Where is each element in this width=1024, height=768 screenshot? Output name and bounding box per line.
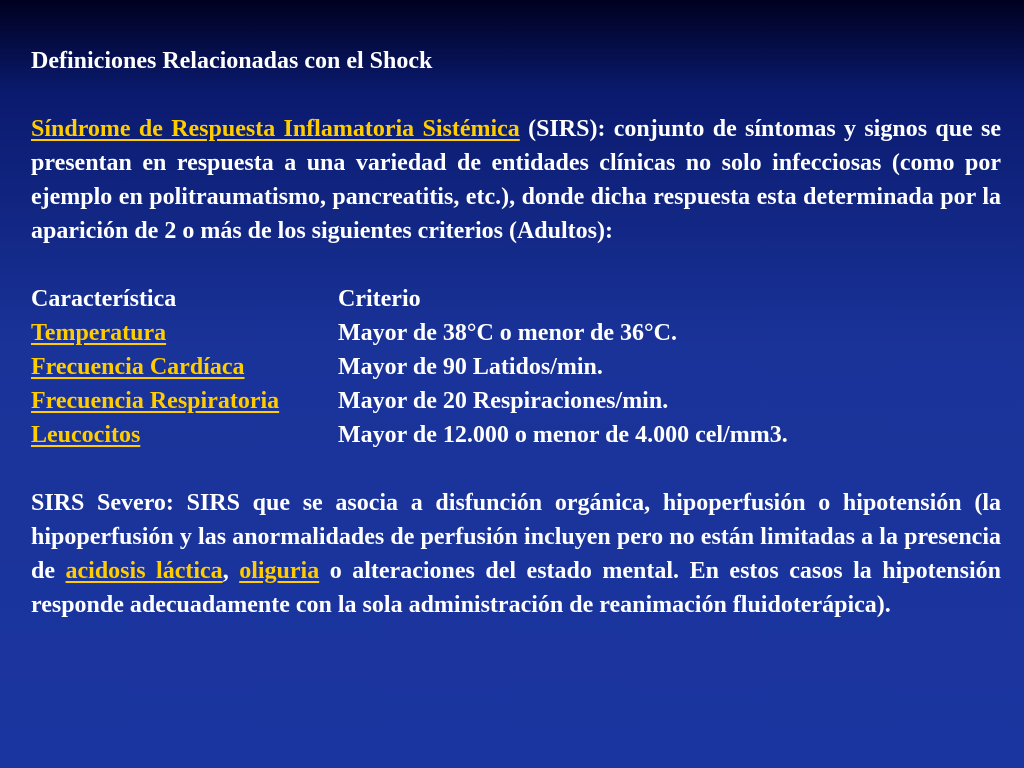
criteria-header-feature: Característica [31, 286, 177, 312]
feature-link-temperatura[interactable]: Temperatura [31, 320, 167, 346]
sirs-definition-text: (SIRS): conjunto de síntomas y signos que se presentan en respuesta a una variedad de entidades clínicas no solo infecciosas (como por ejemplo en politraumatismo, pancreatitis, etc.), donde dicha respuesta esta determinada por la aparición de 2 o más de los siguientes criterios (Adultos): [31, 116, 1001, 244]
criterion-text: Mayor de 90 Latidos/min. [338, 354, 603, 380]
criteria-header-row [31, 282, 788, 316]
sirs-severe-text-1: SIRS Severo: SIRS que se asocia a disfunción orgánica, hipoperfusión o hipotensión (la hipoperfusión y las anormalidades de perfusión incluyen pero no están limitadas a la presencia de [31, 490, 1001, 584]
oliguria-link[interactable]: oliguria [239, 558, 320, 584]
criterion-text: Mayor de 20 Respiraciones/min. [338, 388, 669, 414]
criteria-header-criterion: Criterio [338, 286, 421, 312]
sirs-severe-text-2: o alteraciones del estado mental. En estos casos la hipotensión responde adecuadamente con la sola administración de reanimación fluidoterápica). [31, 558, 1002, 618]
acidosis-lactica-link[interactable]: acidosis láctica [65, 558, 223, 584]
separator-text: , [222, 558, 240, 584]
spacer [31, 248, 1001, 282]
feature-link-frecuencia-respiratoria[interactable]: Frecuencia Respiratoria [31, 388, 280, 414]
feature-link-frecuencia-cardiaca[interactable]: Frecuencia Cardíaca [31, 354, 245, 380]
sirs-definition [31, 112, 1001, 248]
criteria-row [31, 350, 788, 384]
criterion-text: Mayor de 12.000 o menor de 4.000 cel/mm3. [338, 422, 788, 448]
slide-content [31, 44, 1001, 622]
spacer [31, 452, 1001, 486]
sirs-severe-definition [31, 486, 1001, 622]
criteria-row [31, 418, 788, 452]
criterion-text: Mayor de 38°C o menor de 36°C. [338, 320, 677, 346]
criteria-row [31, 316, 788, 350]
sirs-link[interactable]: Síndrome de Respuesta Inflamatoria Sistémica [31, 116, 520, 142]
criteria-row [31, 384, 788, 418]
slide-title: Definiciones Relacionadas con el Shock [31, 48, 433, 74]
spacer [31, 78, 1001, 112]
criteria-table [31, 282, 788, 452]
feature-link-leucocitos[interactable]: Leucocitos [31, 422, 141, 448]
